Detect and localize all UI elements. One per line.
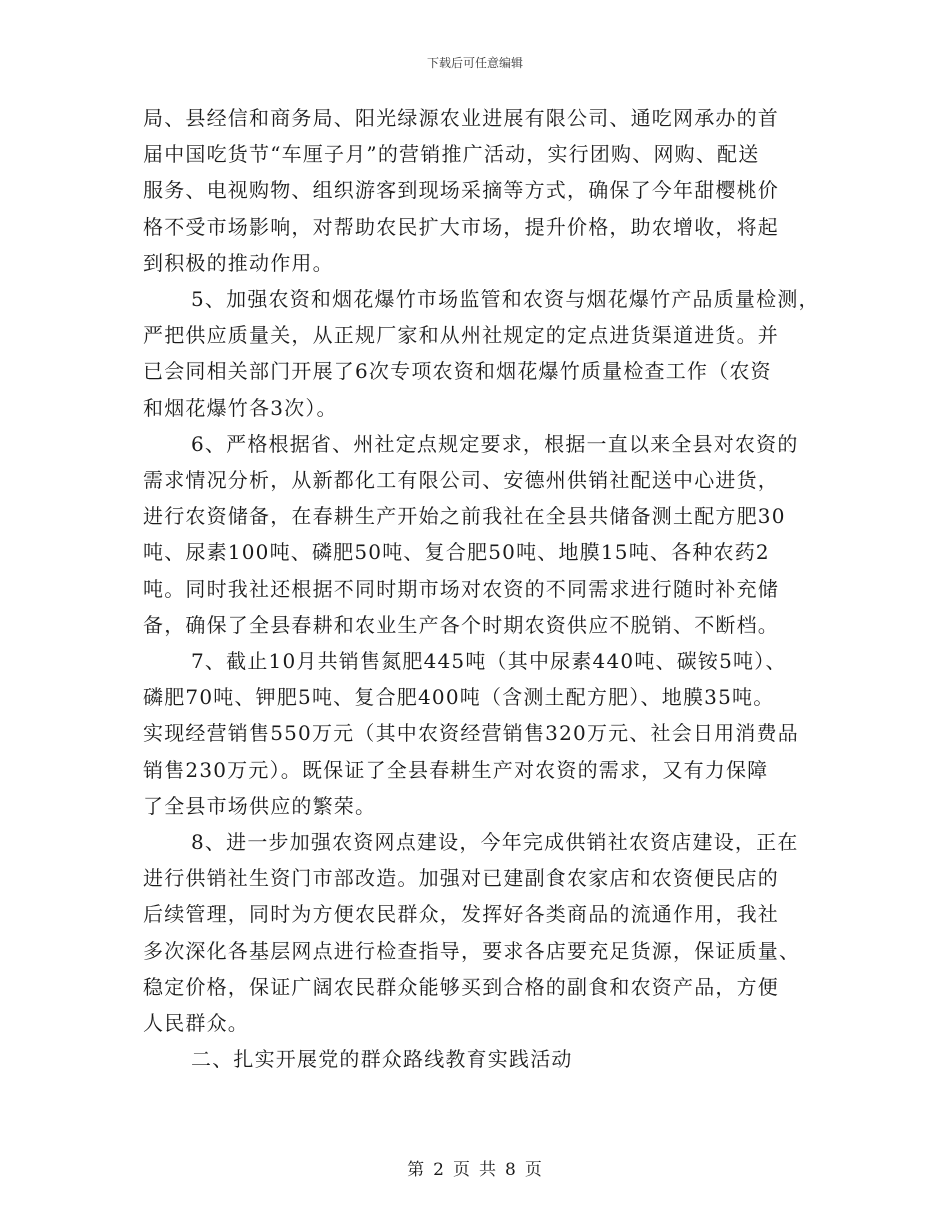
text-line: 7、截止10月共销售氮肥445吨（其中尿素440吨、碳铵5吨）、 [191,649,787,674]
text-line: 磷肥70吨、钾肥5吨、复合肥400吨（含测土配方肥）、地膜35吨。 [143,685,775,710]
page-label-prefix: 第 [407,1160,426,1180]
current-page-number: 2 [433,1160,445,1180]
text-line: 严把供应质量关，从正规厂家和从州社规定的定点进货渠道进货。并 [143,323,779,348]
text-line: 稳定价格，保证广阔农民群众能够买到合格的副食和农资产品，方便 [143,974,779,999]
total-page-number: 8 [505,1160,517,1180]
text-line: 服务、电视购物、组织游客到现场采摘等方式，确保了今年甜樱桃价 [143,178,779,203]
text-line: 吨。同时我社还根据不同时期市场对农资的不同需求进行随时补充储 [143,576,779,601]
header-note: 下载后可任意编辑 [426,56,523,70]
page-label-suffix: 页 [524,1160,543,1180]
text-line: 了全县市场供应的繁荣。 [143,793,377,818]
text-line: 后续管理，同时为方便农民群众，发挥好各类商品的流通作用，我社 [143,902,779,927]
text-line: 吨、尿素100吨、磷肥50吨、复合肥50吨、地膜15吨、各种农药2 [143,540,770,565]
text-line: 和烟花爆竹各3次）。 [143,395,338,420]
text-line: 到积极的推动作用。 [143,250,334,275]
text-line: 8、进一步加强农资网点建设，今年完成供销社农资店建设，正在 [191,830,799,855]
text-line: 需求情况分析，从新都化工有限公司、安德州供销社配送中心进货， [143,468,779,493]
text-line: 已会同相关部门开展了6次专项农资和烟花爆竹质量检查工作（农资 [143,359,772,384]
paragraph-4 [143,643,815,824]
paragraph-1 [143,100,815,281]
text-line: 备，确保了全县春耕和农业生产各个时期农资供应不脱销、不断档。 [143,612,779,637]
text-line: 二、扎实开展党的群众路线教育实践活动 [191,1047,573,1072]
paragraph-2 [143,281,820,426]
paragraph-3 [143,426,815,643]
document-body [143,100,820,1077]
text-line: 6、严格根据省、州社定点规定要求，根据一直以来全县对农资的 [191,431,799,456]
text-line: 实现经营销售550万元（其中农资经营销售320万元、社会日用消费品 [143,721,799,746]
text-line: 人民群众。 [143,1011,249,1036]
text-line: 多次深化各基层网点进行检查指导，要求各店要充足货源，保证质量、 [143,938,801,963]
text-line: 格不受市场影响，对帮助农民扩大市场，提升价格，助农增收，将起 [143,214,779,239]
text-line: 进行农资储备，在春耕生产开始之前我社在全县共储备测土配方肥30 [143,504,786,529]
text-line: 届中国吃货节“车厘子月”的营销推广活动，实行团购、网购、配送 [143,142,760,167]
text-line: 局、县经信和商务局、阳光绿源农业进展有限公司、通吃网承办的首 [143,106,779,130]
page-label-mid: 页 [453,1160,471,1180]
text-line: 销售230万元）。既保证了全县春耕生产对农资的需求，又有力保障 [143,757,769,782]
section-heading [143,1041,815,1077]
text-line: 5、加强农资和烟花爆竹市场监管和农资与烟花爆竹产品质量检测， [191,287,820,312]
text-line: 进行供销社生资门市部改造。加强对已建副食农家店和农资便民店的 [143,866,779,891]
total-label-prefix: 共 [479,1160,497,1180]
paragraph-5 [143,824,815,1041]
page-footer [0,1155,950,1180]
